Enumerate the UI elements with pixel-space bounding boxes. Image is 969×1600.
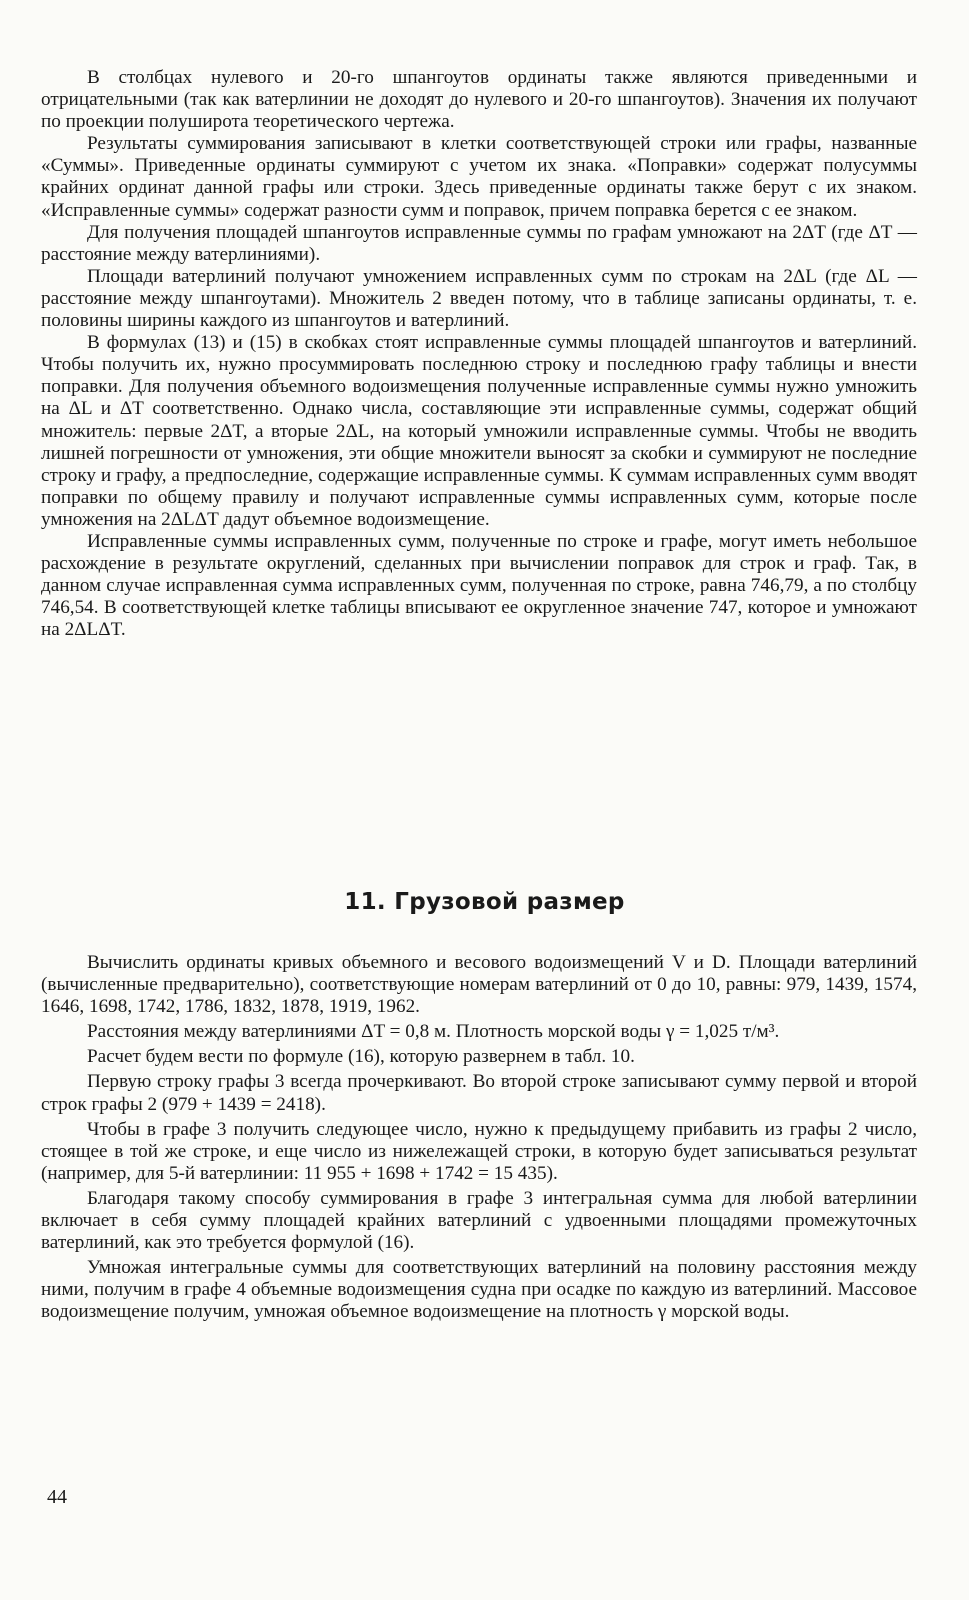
paragraph: Расчет будем вести по формуле (16), которую развернем в табл. 10. xyxy=(87,1046,635,1068)
body-text-top xyxy=(41,67,917,641)
paragraph: Для получения площадей шпангоутов исправленные суммы по графам умножают на 2ΔT (где ΔT — расстояние между ватерлиниями). xyxy=(41,221,917,265)
paragraph: Результаты суммирования записывают в клетки соответствующей строки или графы, названные «Суммы». Приведенные ординаты суммируют с учетом их знака. «Поправки» содержат полусуммы крайних ординат данной графы или строки. Здесь приведенные ординаты также берут с их знаком. «Исправленные суммы» содержат разности сумм и поправок, причем поправка берется с ее знаком. xyxy=(41,133,917,221)
page-number: 44 xyxy=(47,1486,67,1508)
paragraph: Площади ватерлиний получают умножением исправленных сумм по строкам на 2ΔL (где ΔL — расстояние между шпангоутами). Множитель 2 введен потому, что в таблице записаны ординаты, т. е. половины ширины каждого из шпангоутов и ватерлиний. xyxy=(41,265,917,332)
paragraph: Расстояния между ватерлиниями ΔT = 0,8 м. Плотность морской воды γ = 1,025 т/м³. xyxy=(87,1021,780,1043)
paragraph: Благодаря такому способу суммирования в графе 3 интегральная сумма для любой ватерлинии включает в себя сумму площадей крайних ватерлиний с удвоенными площадями промежуточных ватерлиний, как это требуется формулой (16). xyxy=(41,1187,917,1254)
section-heading: 11. Грузовой размер xyxy=(344,889,625,915)
paragraph: Вычислить ординаты кривых объемного и весового водоизмещений V и D. Площади ватерлиний (вычисленные предварительно), соответствующие номерам ватерлиний от 0 до 10, равны: 979, 1439, 1574, 1646, 1698, 1742, 1786, 1832, 1878, 1919, 1962. xyxy=(41,952,917,1018)
paragraph: Первую строку графы 3 всегда прочеркивают. Во второй строке записывают сумму первой и второй строк графы 2 (979 + 1439 = 2418). xyxy=(41,1071,917,1115)
paragraph: В формулах (13) и (15) в скобках стоят исправленные суммы площадей шпангоутов и ватерлиний. Чтобы получить их, нужно просуммировать последнюю строку и последнюю графу таблицы и внести поправки. Для получения объемного водоизмещения полученные исправленные суммы нужно умножить на ΔL и ΔT соответственно. Однако числа, составляющие эти исправленные суммы, содержат общий множитель: первые 2ΔT, а вторые 2ΔL, на который умножили исправленные суммы. Чтобы не вводить лишней погрешности от умножения, эти общие множители выносят за скобки и суммируют не последние строку и графу, а предпоследние, содержащие исправленные суммы. К суммам исправленных сумм вводят поправки по общему правилу и получают исправленные суммы исправленных сумм, которые после умножения на 2ΔLΔT дадут объемное водоизмещение. xyxy=(41,332,917,530)
paragraph: Чтобы в графе 3 получить следующее число, нужно к предыдущему прибавить из графы 2 число, стоящее в той же строке, и еще число из нижележащей строки, в которую будет записываться результат (например, для 5-й ватерлинии: 11 955 + 1698 + 1742 = 15 435). xyxy=(41,1118,917,1184)
body-text-bottom xyxy=(41,952,917,1327)
paragraph: Умножая интегральные суммы для соответствующих ватерлиний на половину расстояния между ними, получим в графе 4 объемные водоизмещения судна при осадке по каждую из ватерлиний. Массовое водоизмещение получим, умножая объемное водоизмещение на плотность γ морской воды. xyxy=(41,1257,917,1323)
paragraph: В столбцах нулевого и 20-го шпангоутов ординаты также являются приведенными и отрицательными (так как ватерлинии не доходят до нулевого и 20-го шпангоутов). Значения их получают по проекции полуширота теоретического чертежа. xyxy=(41,67,917,133)
paragraph: Исправленные суммы исправленных сумм, полученные по строке и графе, могут иметь небольшое расхождение в результате округлений, сделанных при вычислении поправок для строк и граф. Так, в данном случае исправленная сумма исправленных сумм, полученная по строке, равна 746,79, а по столбцу 746,54. В соответствующей клетке таблицы вписывают ее округленное значение 747, которое и умножают на 2ΔLΔT. xyxy=(41,530,917,641)
